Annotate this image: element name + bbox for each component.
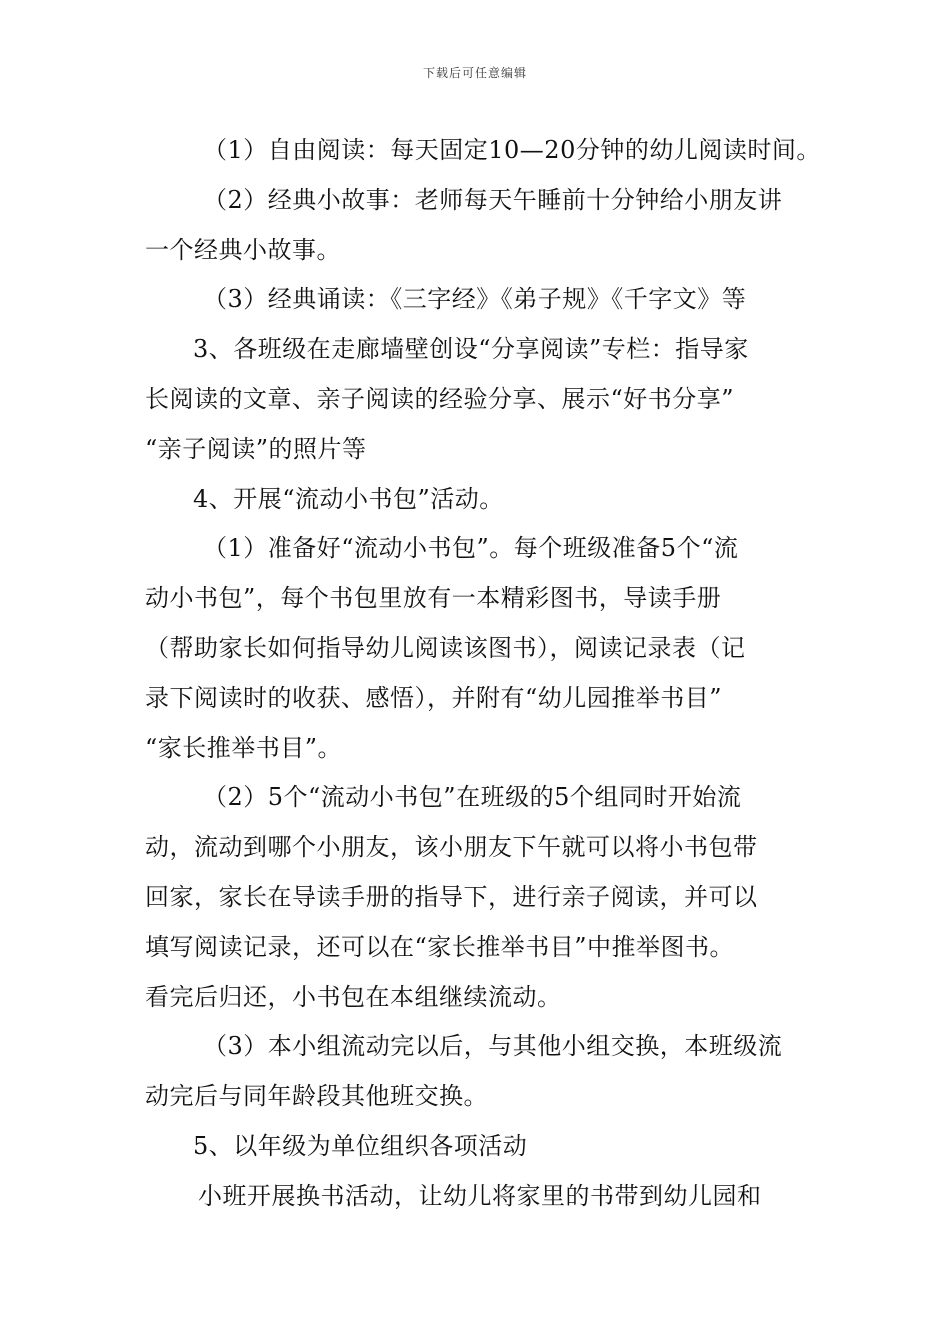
page-header: 下载后可任意编辑 bbox=[422, 66, 527, 80]
paragraph-line: 长阅读的文章、亲子阅读的经验分享、展示“好书分享” bbox=[145, 384, 735, 413]
paragraph-line: 4、开展“流动小书包”活动。 bbox=[193, 484, 504, 513]
paragraph-line: （帮助家长如何指导幼儿阅读该图书），阅读记录表（记 bbox=[145, 633, 746, 662]
paragraph-line: 动小书包”，每个书包里放有一本精彩图书，导读手册 bbox=[145, 584, 722, 613]
paragraph-line: “家长推举书目”。 bbox=[145, 733, 343, 762]
paragraph-line: 回家，家长在导读手册的指导下，进行亲子阅读，并可以 bbox=[145, 882, 758, 911]
paragraph-line: “亲子阅读”的照片等 bbox=[145, 434, 367, 463]
paragraph-line: （3）本小组流动完以后，与其他小组交换，本班级流 bbox=[203, 1032, 783, 1061]
paragraph-line: （1）准备好“流动小书包”。每个班级准备5个“流 bbox=[203, 534, 739, 563]
paragraph-line: 动完后与同年龄段其他班交换。 bbox=[145, 1082, 488, 1111]
paragraph-line: （1）自由阅读：每天固定10—20分钟的幼儿阅读时间。 bbox=[203, 136, 821, 164]
paragraph-line: （3）经典诵读：《三字经》《弟子规》《千字文》等 bbox=[203, 285, 747, 314]
paragraph-line: 一个经典小故事。 bbox=[145, 235, 341, 264]
paragraph-line: 动，流动到哪个小朋友，该小朋友下午就可以将小书包带 bbox=[145, 833, 758, 862]
paragraph-line: （2）经典小故事：老师每天午睡前十分钟给小朋友讲 bbox=[203, 185, 783, 214]
paragraph-line: 录下阅读时的收获、感悟），并附有“幼儿园推举书目” bbox=[145, 683, 723, 712]
document-body bbox=[145, 132, 821, 1228]
paragraph-line: 5、以年级为单位组织各项活动 bbox=[193, 1131, 528, 1160]
paragraph-line: 填写阅读记录，还可以在“家长推举书目”中推举图书。 bbox=[145, 932, 735, 961]
paragraph-line: 看完后归还，小书包在本组继续流动。 bbox=[145, 982, 562, 1011]
paragraph-line: 小班开展换书活动，让幼儿将家里的书带到幼儿园和 bbox=[198, 1181, 762, 1210]
paragraph-line: 3、各班级在走廊墙壁创设“分享阅读”专栏：指导家 bbox=[193, 335, 749, 364]
paragraph-line: （2）5个“流动小书包”在班级的5个组同时开始流 bbox=[203, 783, 742, 812]
